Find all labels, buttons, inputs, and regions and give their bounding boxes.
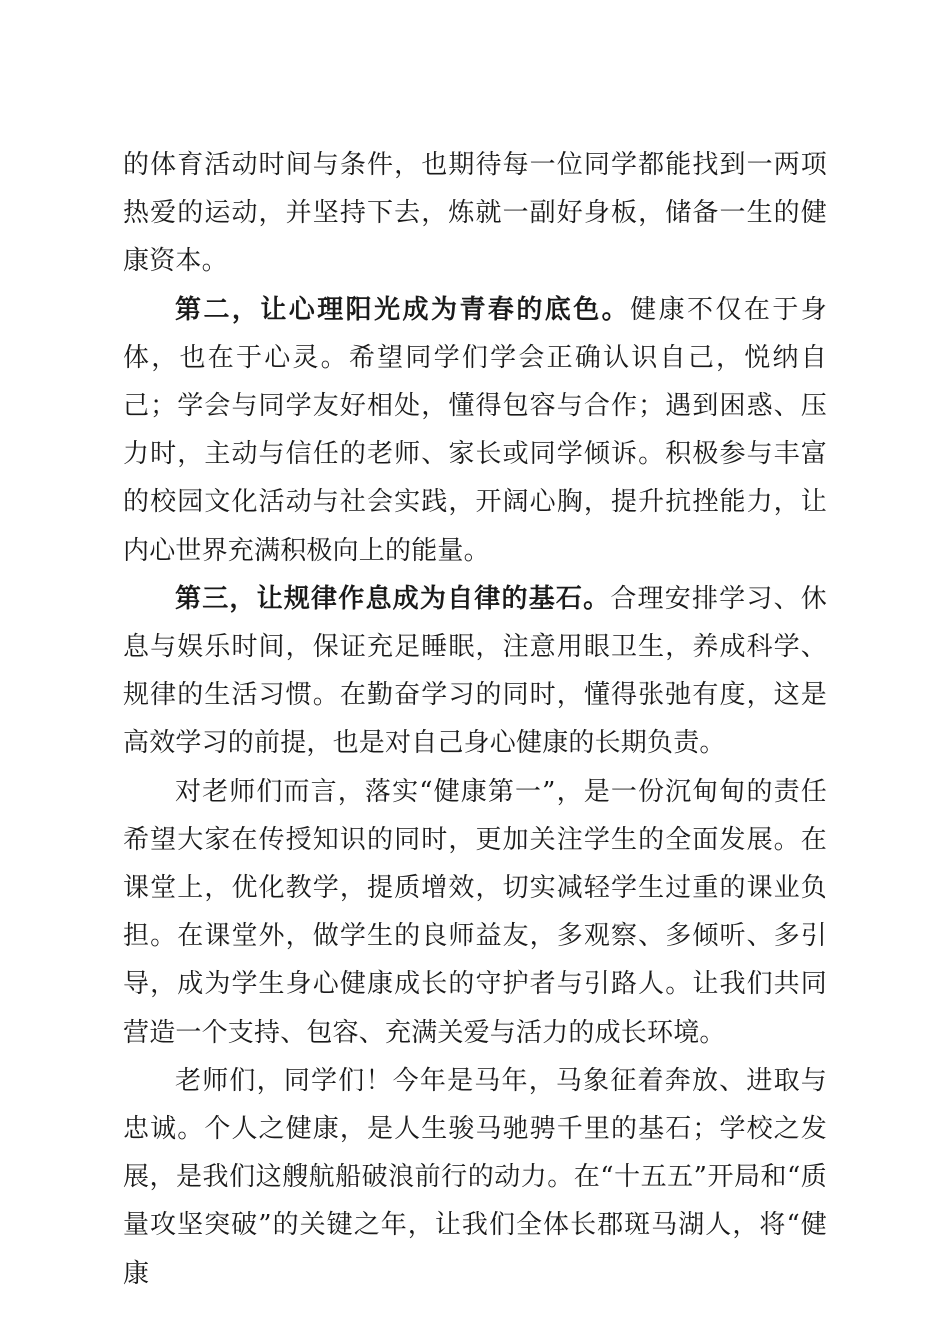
paragraph-5	[123, 1057, 827, 1298]
paragraph-2	[123, 286, 827, 575]
document-body	[123, 141, 827, 1298]
paragraph-3	[123, 575, 827, 768]
paragraph-4	[123, 768, 827, 1057]
paragraph-5-text: 老师们，同学们！今年是马年，马象征着奔放、进取与忠诚。个人之健康，是人生骏马驰骋千里的基石；学校之发展，是我们这艘航船破浪前行的动力。在“十五五”开局和“质量攻坚突破”的关键之年，让我们全体长郡斑马湖人，将“健康	[123, 1065, 827, 1289]
paragraph-2-lead: 第二，让心理阳光成为青春的底色。	[175, 294, 631, 325]
paragraph-2-text: 健康不仅在于身体，也在于心灵。希望同学们学会正确认识自己，悦纳自己；学会与同学友好相处，懂得包容与合作；遇到困惑、压力时，主动与信任的老师、家长或同学倾诉。积极参与丰富的校园文化活动与社会实践，开阔心胸，提升抗挫能力，让内心世界充满积极向上的能量。	[123, 294, 827, 566]
paragraph-4-text: 对老师们而言，落实“健康第一”，是一份沉甸甸的责任希望大家在传授知识的同时，更加关注学生的全面发展。在课堂上，优化教学，提质增效，切实减轻学生过重的课业负担。在课堂外，做学生的良师益友，多观察、多倾听、多引导，成为学生身心健康成长的守护者与引路人。让我们共同营造一个支持、包容、充满关爱与活力的成长环境。	[123, 776, 827, 1048]
paragraph-1-text: 的体育活动时间与条件，也期待每一位同学都能找到一两项热爱的运动，并坚持下去，炼就一副好身板，储备一生的健康资本。	[123, 150, 827, 277]
paragraph-1	[123, 141, 827, 286]
paragraph-3-lead: 第三，让规律作息成为自律的基石。	[175, 583, 611, 614]
paragraph-3-text: 合理安排学习、休息与娱乐时间，保证充足睡眠，注意用眼卫生，养成科学、规律的生活习惯。在勤奋学习的同时，懂得张弛有度，这是高效学习的前提，也是对自己身心健康的长期负责。	[123, 583, 828, 759]
